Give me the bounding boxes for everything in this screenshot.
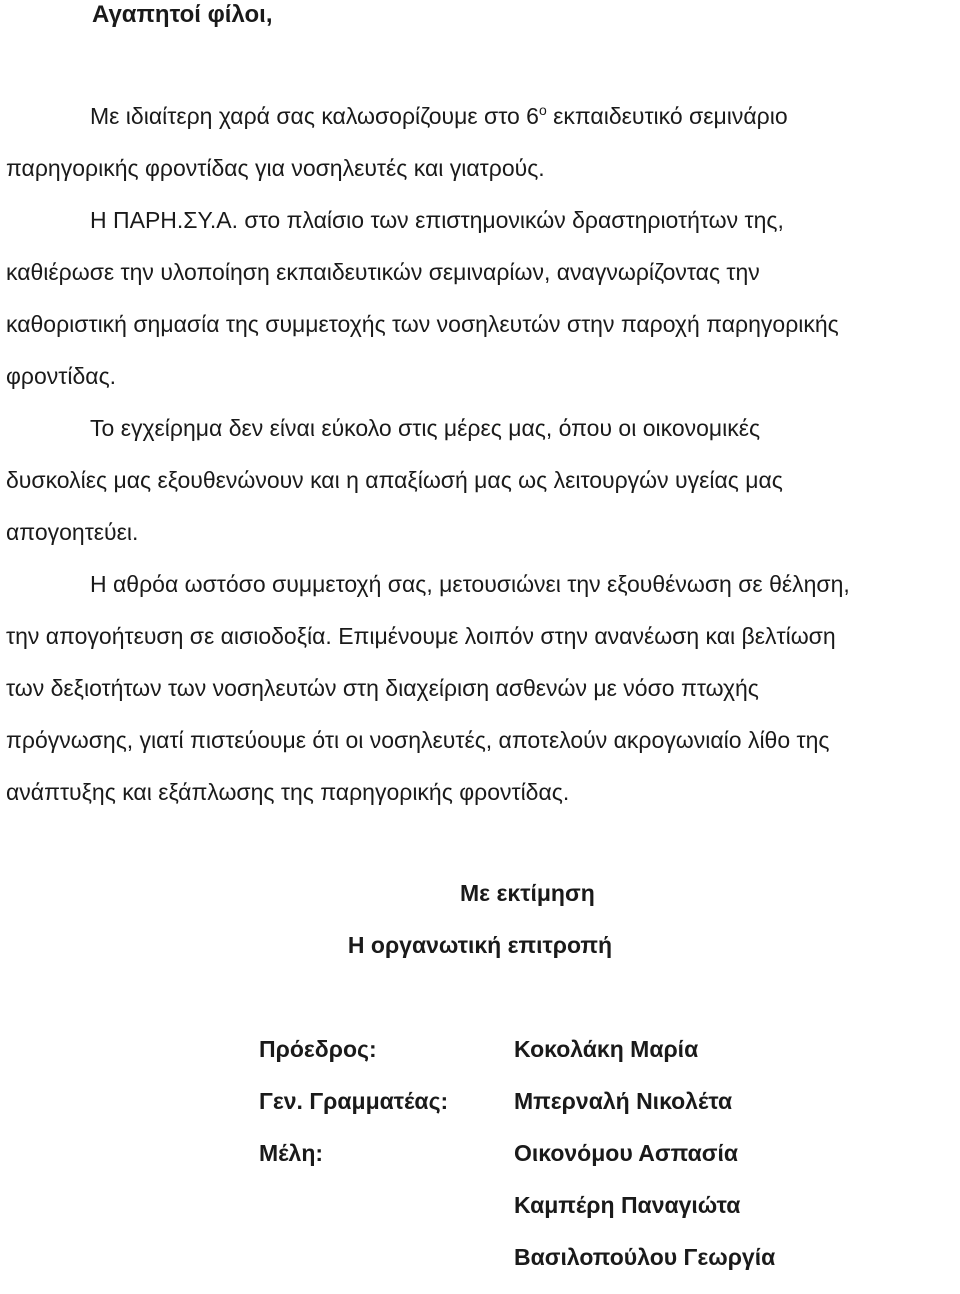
paragraph-welcome [6, 90, 960, 194]
paragraph-participation [6, 558, 960, 818]
committee-member: Κοκολάκη Μαρία [514, 1036, 699, 1062]
committee-role: Μέλη: [259, 1140, 324, 1166]
text-fragment: Με ιδιαίτερη χαρά σας καλωσορίζουμε στο 6 [90, 103, 539, 129]
paragraph-challenges [6, 402, 960, 558]
closing-regards: Με εκτίμηση [460, 880, 595, 906]
committee-member: Καμπέρη Παναγιώτα [514, 1192, 741, 1218]
text-line [6, 90, 960, 142]
text-line: Το εγχείρημα δεν είναι εύκολο στις μέρες μας, όπου οι οικονομικές [90, 415, 761, 441]
text-line: καθοριστική σημασία της συμμετοχής των νοσηλευτών στην παροχή παρηγορικής [6, 311, 839, 337]
text-line: Η ΠΑΡΗ.ΣΥ.Α. στο πλαίσιο των επιστημονικών δραστηριοτήτων της, [90, 207, 784, 233]
greeting: Αγαπητοί φίλοι, [92, 1, 273, 28]
committee-role: Γεν. Γραμματέας: [259, 1088, 449, 1114]
text-line: Η αθρόα ωστόσο συμμετοχή σας, μετουσιώνει την εξουθένωση σε θέληση, [90, 571, 850, 597]
text-line: δυσκολίες μας εξουθενώνουν και η απαξίωσή μας ως λειτουργών υγείας μας [6, 467, 783, 493]
text-line: την απογοήτευση σε αισιοδοξία. Επιμένουμε λοιπόν στην ανανέωση και βελτίωση [6, 623, 836, 649]
committee-row-secretary [0, 1086, 960, 1138]
committee-row-president [0, 1034, 960, 1086]
committee-row-member [0, 1242, 960, 1294]
text-line: καθιέρωσε την υλοποίηση εκπαιδευτικών σεμιναρίων, αναγνωρίζοντας την [6, 259, 760, 285]
text-line: παρηγορικής φροντίδας για νοσηλευτές και γιατρούς. [6, 155, 545, 181]
committee-member: Μπερναλή Νικολέτα [514, 1088, 733, 1114]
text-line: απογοητεύει. [6, 519, 139, 545]
text-fragment: εκπαιδευτικό σεμινάριο [546, 103, 788, 129]
ordinal-superscript: ο [538, 102, 547, 118]
committee-member: Βασιλοπούλου Γεωργία [514, 1244, 776, 1270]
closing-signatory: Η οργανωτική επιτροπή [347, 932, 613, 958]
paragraph-association [6, 194, 960, 402]
committee-role: Πρόεδρος: [259, 1036, 377, 1062]
text-line: ανάπτυξης και εξάπλωσης της παρηγορικής φροντίδας. [6, 779, 570, 805]
text-line: των δεξιοτήτων των νοσηλευτών στη διαχείριση ασθενών με νόσο πτωχής [6, 675, 759, 701]
committee-row-members [0, 1138, 960, 1190]
text-line: φροντίδας. [6, 363, 117, 389]
committee-list [0, 1034, 960, 1294]
text-line: πρόγνωσης, γιατί πιστεύουμε ότι οι νοσηλευτές, αποτελούν ακρογωνιαίο λίθο της [6, 727, 830, 753]
committee-row-member [0, 1190, 960, 1242]
committee-member: Οικονόμου Ασπασία [514, 1140, 738, 1166]
